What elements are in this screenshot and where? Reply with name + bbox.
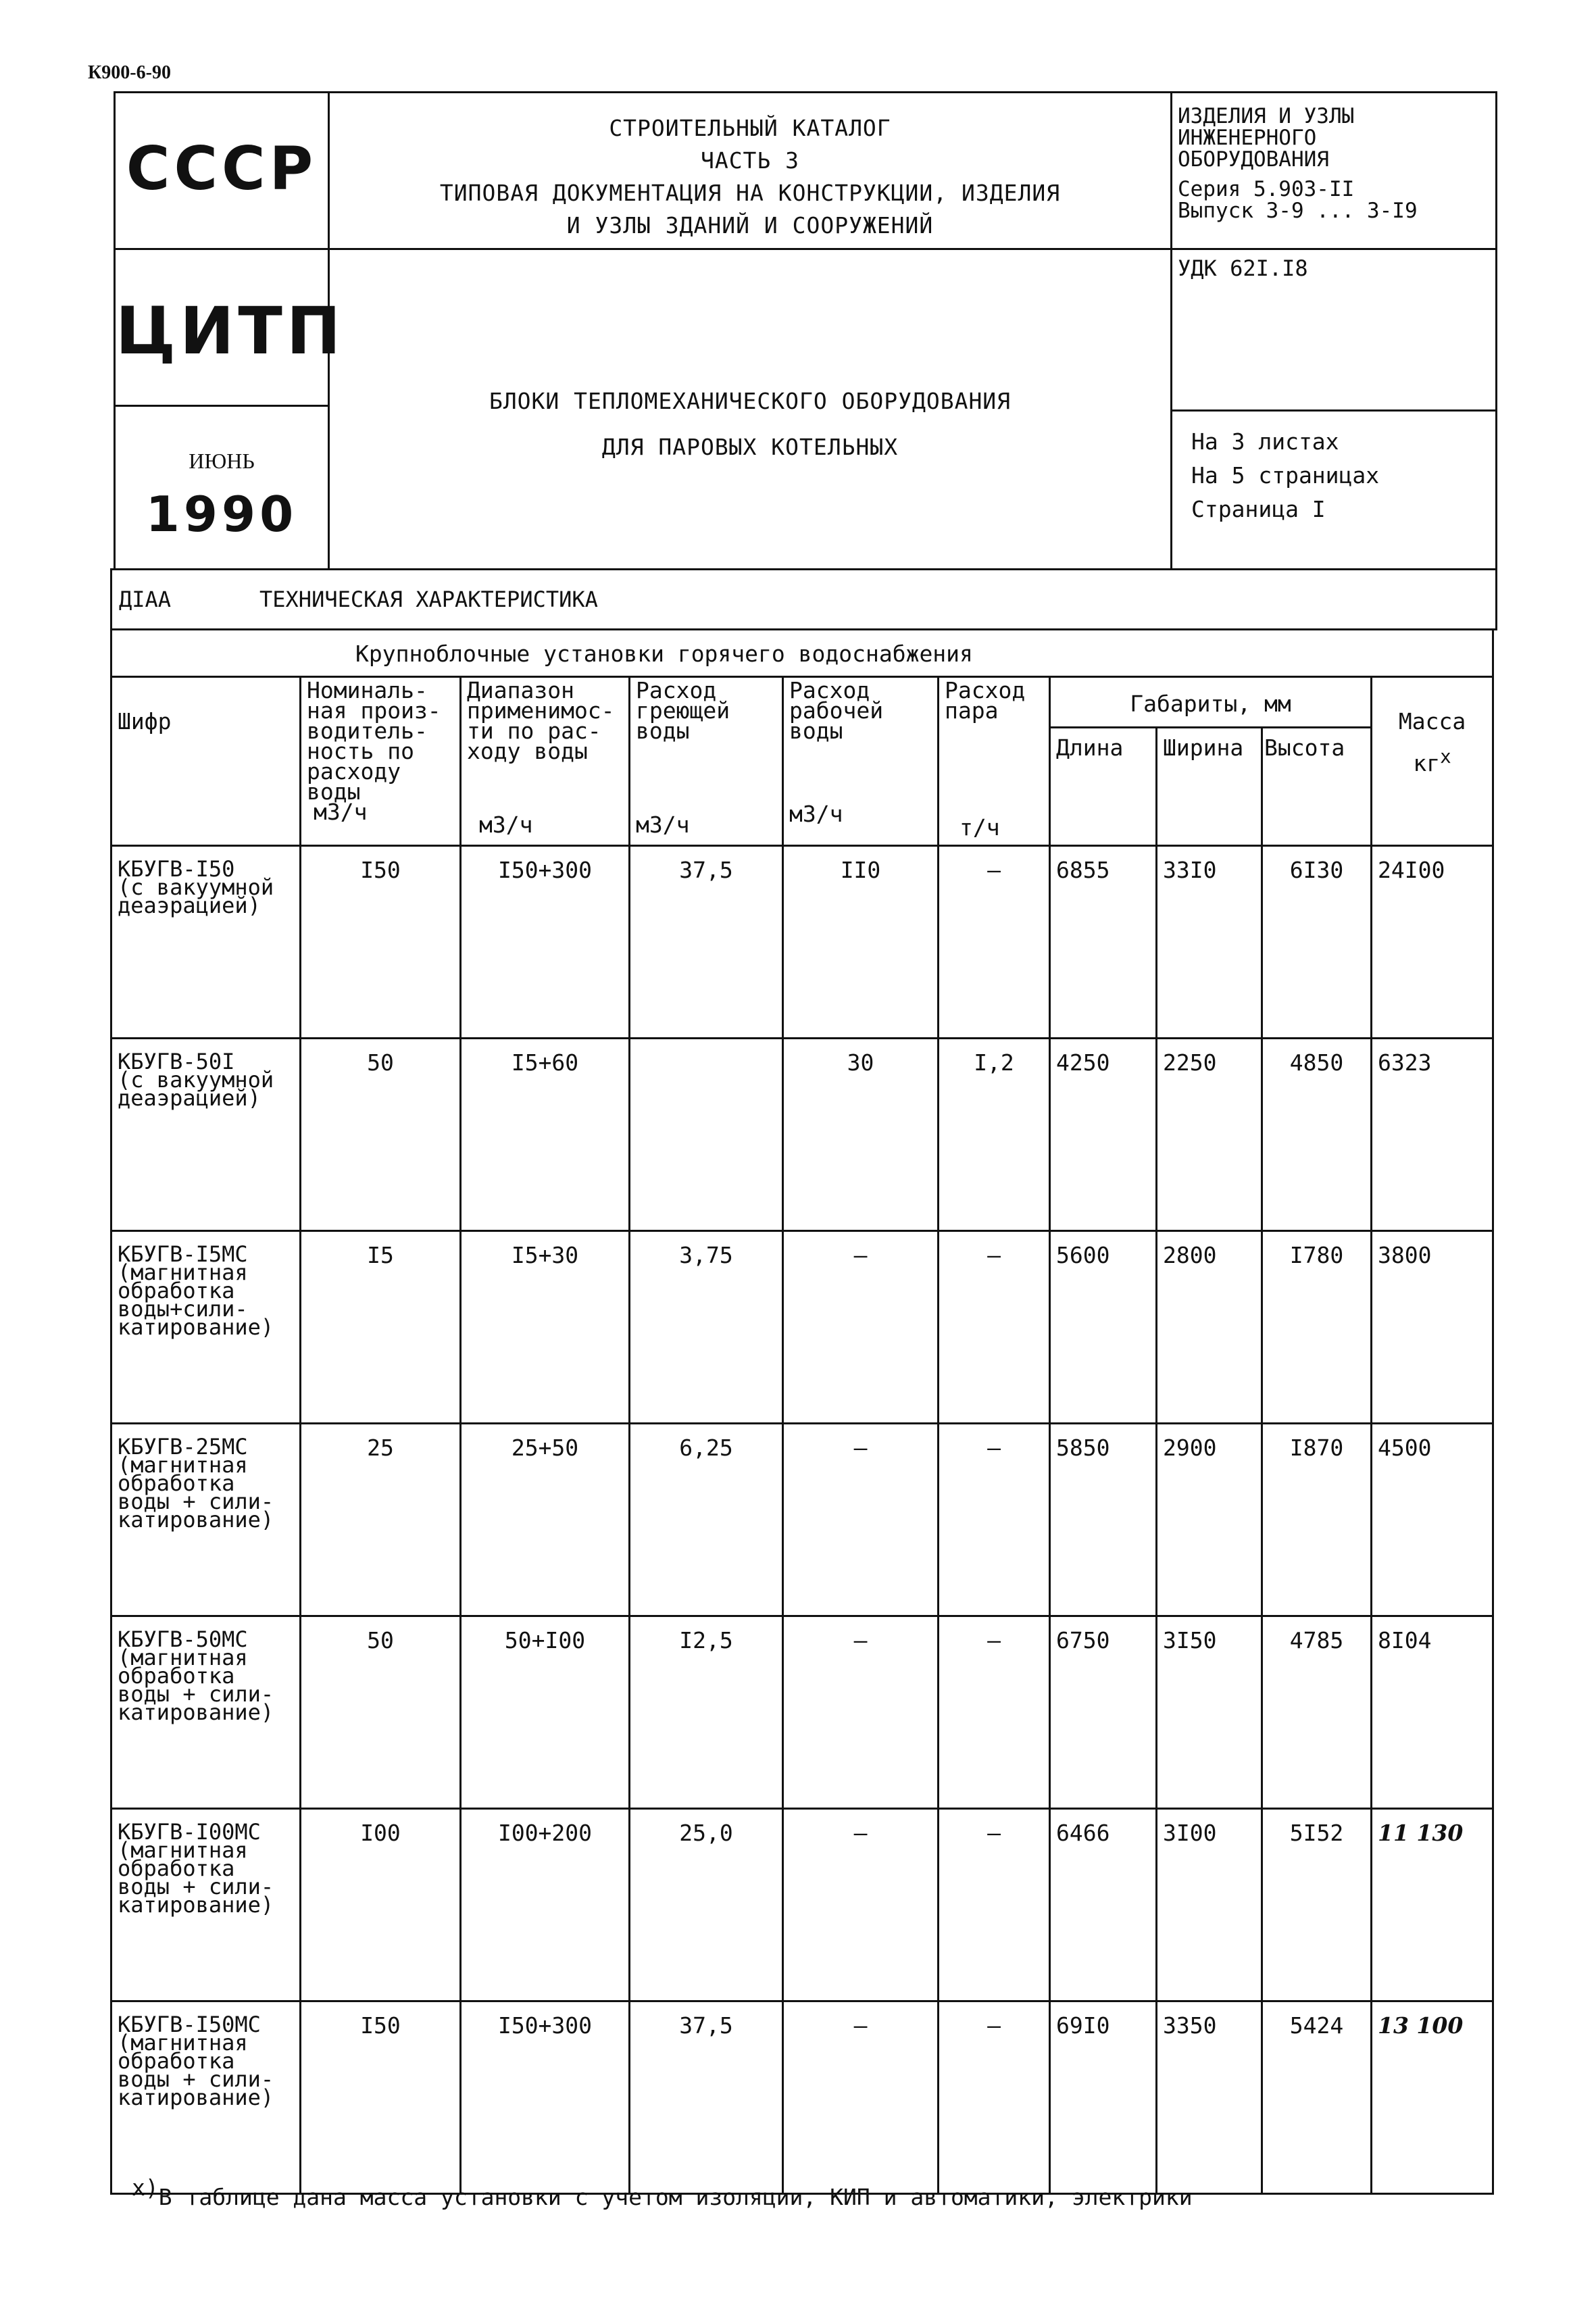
section-code: ДIАА bbox=[119, 587, 172, 612]
table-row bbox=[111, 1616, 1493, 1809]
header-capacity bbox=[301, 677, 461, 846]
row-range: I00+200 bbox=[461, 1809, 630, 2001]
row-width: 3I50 bbox=[1157, 1616, 1262, 1809]
header-mass bbox=[1372, 677, 1493, 846]
row-working: – bbox=[783, 1424, 939, 1616]
product-line-1: ИЗДЕЛИЯ И УЗЛЫ bbox=[1178, 104, 1355, 128]
udk-block bbox=[1170, 248, 1497, 412]
row-steam: – bbox=[939, 1424, 1050, 1616]
row-capacity: I5 bbox=[301, 1231, 461, 1424]
header-mass-label: Масса bbox=[1398, 708, 1466, 735]
row-height: I780 bbox=[1262, 1231, 1372, 1424]
row-height: I870 bbox=[1262, 1424, 1372, 1616]
header-dimensions bbox=[1050, 677, 1372, 728]
row-code: КБУГВ-I50 (с вакуумной деаэрацией) bbox=[111, 846, 301, 1039]
header-capacity-label: Номиналь- ная произ- водитель- ность по расходу воды bbox=[307, 677, 441, 805]
document-title-2: ДЛЯ ПАРОВЫХ КОТЕЛЬНЫХ bbox=[601, 434, 899, 460]
row-capacity: 25 bbox=[301, 1424, 461, 1616]
table-row bbox=[111, 1424, 1493, 1616]
row-heating: 37,5 bbox=[630, 2001, 783, 2194]
row-width: 2800 bbox=[1157, 1231, 1262, 1424]
section-title: ТЕХНИЧЕСКАЯ ХАРАКТЕРИСТИКА bbox=[259, 587, 598, 612]
row-width: 3I00 bbox=[1157, 1809, 1262, 2001]
title-block bbox=[328, 248, 1172, 570]
header-steam-unit: т/ч bbox=[959, 814, 1000, 841]
row-steam: – bbox=[939, 1809, 1050, 2001]
row-mass: 11 130 bbox=[1372, 1809, 1493, 2001]
series-block bbox=[1170, 91, 1497, 250]
footnote-mark: x) bbox=[132, 2174, 159, 2201]
product-line-3: ОБОРУДОВАНИЯ bbox=[1178, 147, 1329, 172]
row-working: – bbox=[783, 2001, 939, 2194]
row-mass: 24I00 bbox=[1372, 846, 1493, 1039]
row-working: – bbox=[783, 1616, 939, 1809]
header-steam-label: Расход пара bbox=[945, 677, 1026, 724]
row-capacity: I00 bbox=[301, 1809, 461, 2001]
table-caption-row bbox=[111, 630, 1493, 677]
footnote-text: В таблице дана масса установки с учетом изоляции, КИП и автоматики, электрики bbox=[158, 2184, 1193, 2210]
header-heating-unit: м3/ч bbox=[636, 812, 690, 838]
row-code: КБУГВ-50МС (магнитная обработка воды + сили- катирование) bbox=[111, 1616, 301, 1809]
country-block bbox=[114, 91, 330, 250]
year-label: 1990 bbox=[145, 486, 298, 543]
row-heating bbox=[630, 1039, 783, 1231]
header-range bbox=[461, 677, 630, 846]
header-width bbox=[1157, 728, 1262, 846]
row-range: I50+300 bbox=[461, 2001, 630, 2194]
pages-count: На 5 страницах bbox=[1191, 462, 1380, 489]
header-width-label: Ширина bbox=[1163, 735, 1244, 761]
date-block bbox=[114, 405, 330, 570]
catalog-subtitle-2: И УЗЛЫ ЗДАНИЙ И СООРУЖЕНИЙ bbox=[566, 212, 934, 239]
table-row bbox=[111, 846, 1493, 1039]
row-length: 69I0 bbox=[1050, 2001, 1157, 2194]
page-number: Страница I bbox=[1191, 496, 1326, 522]
document-code: К900-6-90 bbox=[88, 62, 171, 83]
row-length: 6750 bbox=[1050, 1616, 1157, 1809]
header-range-unit: м3/ч bbox=[479, 812, 533, 838]
row-heating: I2,5 bbox=[630, 1616, 783, 1809]
header-length-label: Длина bbox=[1056, 735, 1124, 761]
table-caption: Крупноблочные установки горячего водоснабжения bbox=[111, 630, 1493, 677]
udk-label: УДК 62I.I8 bbox=[1178, 255, 1308, 281]
row-code: КБУГВ-50I (с вакуумной деаэрацией) bbox=[111, 1039, 301, 1231]
header-height-label: Высота bbox=[1264, 735, 1345, 761]
header-heating-label: Расход греющей воды bbox=[636, 677, 730, 744]
table-row bbox=[111, 1809, 1493, 2001]
row-capacity: 50 bbox=[301, 1039, 461, 1231]
row-length: 5850 bbox=[1050, 1424, 1157, 1616]
catalog-title: СТРОИТЕЛЬНЫЙ КАТАЛОГ bbox=[609, 115, 891, 141]
row-code: КБУГВ-I50МС (магнитная обработка воды + сили- катирование) bbox=[111, 2001, 301, 2194]
row-mass: 13 100 bbox=[1372, 2001, 1493, 2194]
row-length: 4250 bbox=[1050, 1039, 1157, 1231]
row-range: 50+I00 bbox=[461, 1616, 630, 1809]
header-height bbox=[1262, 728, 1372, 846]
specs-table bbox=[110, 628, 1494, 2195]
header-length bbox=[1050, 728, 1157, 846]
row-heating: 25,0 bbox=[630, 1809, 783, 2001]
row-capacity: I50 bbox=[301, 2001, 461, 2194]
header-range-label: Диапазон применимос- ти по рас- ходу воды bbox=[467, 677, 615, 764]
country-label: СССР bbox=[126, 134, 318, 203]
row-capacity: 50 bbox=[301, 1616, 461, 1809]
row-steam: – bbox=[939, 2001, 1050, 2194]
header-mass-footnote-mark: x bbox=[1440, 746, 1451, 768]
row-steam: I,2 bbox=[939, 1039, 1050, 1231]
org-label: ЦИТП bbox=[116, 293, 345, 369]
row-height: 5I52 bbox=[1262, 1809, 1372, 2001]
issue-label: Выпуск 3-9 ... 3-I9 bbox=[1178, 199, 1418, 223]
row-height: 6I30 bbox=[1262, 846, 1372, 1039]
row-width: 2900 bbox=[1157, 1424, 1262, 1616]
table-row bbox=[111, 2001, 1493, 2194]
header-dimensions-label: Габариты, мм bbox=[1130, 691, 1291, 717]
row-steam: – bbox=[939, 1616, 1050, 1809]
row-length: 6855 bbox=[1050, 846, 1157, 1039]
row-steam: – bbox=[939, 846, 1050, 1039]
header-working-label: Расход рабочей воды bbox=[789, 677, 884, 744]
header-code bbox=[111, 677, 301, 846]
month-label: ИЮНЬ bbox=[189, 449, 255, 473]
row-mass: 6323 bbox=[1372, 1039, 1493, 1231]
header-code-label: Шифр bbox=[118, 708, 172, 735]
row-height: 5424 bbox=[1262, 2001, 1372, 2194]
section-header bbox=[110, 568, 1497, 630]
org-block bbox=[114, 248, 345, 407]
row-range: I5+30 bbox=[461, 1231, 630, 1424]
row-width: 2250 bbox=[1157, 1039, 1262, 1231]
row-steam: – bbox=[939, 1231, 1050, 1424]
row-range: I50+300 bbox=[461, 846, 630, 1039]
row-working: II0 bbox=[783, 846, 939, 1039]
sheets-block bbox=[1170, 409, 1497, 570]
product-line-2: ИНЖЕНЕРНОГО bbox=[1178, 126, 1317, 150]
catalog-subtitle-1: ТИПОВАЯ ДОКУМЕНТАЦИЯ НА КОНСТРУКЦИИ, ИЗДЕЛИЯ bbox=[439, 180, 1061, 206]
row-range: I5+60 bbox=[461, 1039, 630, 1231]
row-width: 3350 bbox=[1157, 2001, 1262, 2194]
catalog-part: ЧАСТЬ 3 bbox=[700, 147, 800, 174]
header-working bbox=[783, 677, 939, 846]
row-mass: 4500 bbox=[1372, 1424, 1493, 1616]
row-heating: 3,75 bbox=[630, 1231, 783, 1424]
row-code: КБУГВ-I00МС (магнитная обработка воды + сили- катирование) bbox=[111, 1809, 301, 2001]
row-length: 6466 bbox=[1050, 1809, 1157, 2001]
row-working: 30 bbox=[783, 1039, 939, 1231]
row-code: КБУГВ-25МС (магнитная обработка воды + сили- катирование) bbox=[111, 1424, 301, 1616]
row-width: 33I0 bbox=[1157, 846, 1262, 1039]
row-code: КБУГВ-I5МС (магнитная обработка воды+сили- катирование) bbox=[111, 1231, 301, 1424]
header-steam bbox=[939, 677, 1050, 846]
header-capacity-unit: м3/ч bbox=[314, 799, 368, 825]
row-height: 4850 bbox=[1262, 1039, 1372, 1231]
row-working: – bbox=[783, 1231, 939, 1424]
row-heating: 6,25 bbox=[630, 1424, 783, 1616]
table-row bbox=[111, 1039, 1493, 1231]
footnote bbox=[132, 2174, 1193, 2210]
row-mass: 3800 bbox=[1372, 1231, 1493, 1424]
row-mass: 8I04 bbox=[1372, 1616, 1493, 1809]
row-capacity: I50 bbox=[301, 846, 461, 1039]
row-height: 4785 bbox=[1262, 1616, 1372, 1809]
catalog-header bbox=[328, 91, 1172, 250]
series-label: Серия 5.903-II bbox=[1178, 177, 1355, 201]
header-mass-unit: кг bbox=[1413, 750, 1441, 776]
document-title-1: БЛОКИ ТЕПЛОМЕХАНИЧЕСКОГО ОБОРУДОВАНИЯ bbox=[489, 388, 1012, 414]
row-length: 5600 bbox=[1050, 1231, 1157, 1424]
row-range: 25+50 bbox=[461, 1424, 630, 1616]
row-working: – bbox=[783, 1809, 939, 2001]
sheets-count: На 3 листах bbox=[1191, 428, 1339, 455]
table-row bbox=[111, 1231, 1493, 1424]
row-heating: 37,5 bbox=[630, 846, 783, 1039]
header-heating bbox=[630, 677, 783, 846]
table-header-row-1 bbox=[111, 677, 1493, 728]
header-working-unit: м3/ч bbox=[789, 801, 843, 827]
